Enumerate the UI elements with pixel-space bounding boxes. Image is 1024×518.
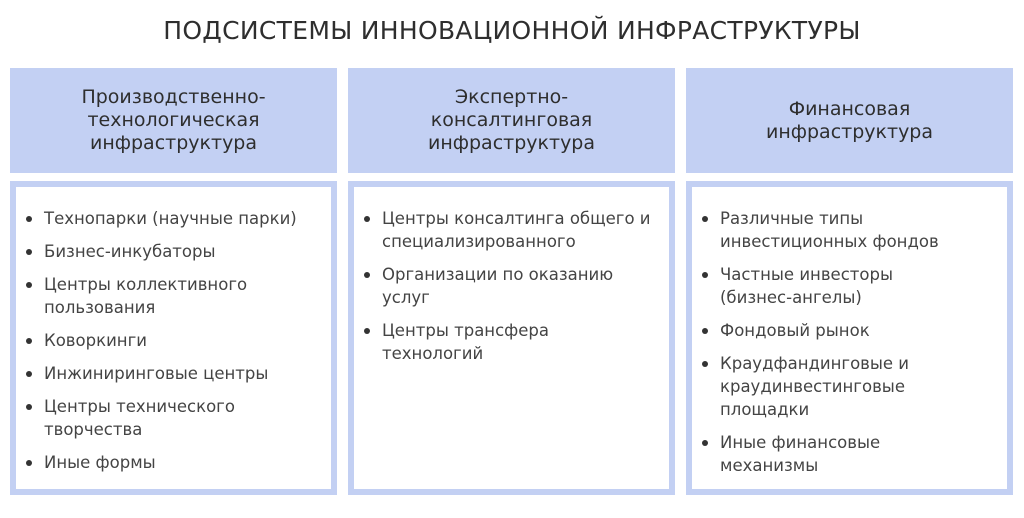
list-item: Бизнес-инкубаторы	[44, 240, 321, 263]
list-item: Краудфандинговые и краудинвестинговые площадки	[720, 352, 997, 421]
list-item: Центры трансфера технологий	[382, 319, 659, 365]
header-label: Производственно-технологическая инфраструктура	[81, 86, 266, 154]
diagram-title: ПОДСИСТЕМЫ ИННОВАЦИОННОЙ ИНФРАСТРУКТУРЫ	[163, 16, 861, 45]
list-item: Частные инвесторы (бизнес-ангелы)	[720, 263, 997, 309]
list-item: Организации по оказанию услуг	[382, 263, 659, 309]
list-finance	[686, 181, 1013, 495]
header-label: Экспертно-консалтинговая инфраструктура	[427, 86, 596, 154]
list-item: Коворкинги	[44, 329, 321, 352]
list-item: Иные формы	[44, 451, 321, 474]
list-item: Центры коллективного пользования	[44, 273, 321, 319]
header-expert	[348, 68, 675, 173]
header-finance	[686, 68, 1013, 173]
list-item: Различные типы инвестиционных фондов	[720, 207, 997, 253]
list-item: Фондовый рынок	[720, 319, 997, 342]
list-item: Центры консалтинга общего и специализированного	[382, 207, 659, 253]
list-expert	[348, 181, 675, 495]
header-label: Финансовая инфраструктура	[765, 97, 934, 143]
list-item: Инжиниринговые центры	[44, 362, 321, 385]
list-production	[10, 181, 337, 495]
list-item: Технопарки (научные парки)	[44, 207, 321, 230]
header-production	[10, 68, 337, 173]
list-item: Центры технического творчества	[44, 395, 321, 441]
list-item: Иные финансовые механизмы	[720, 431, 997, 477]
